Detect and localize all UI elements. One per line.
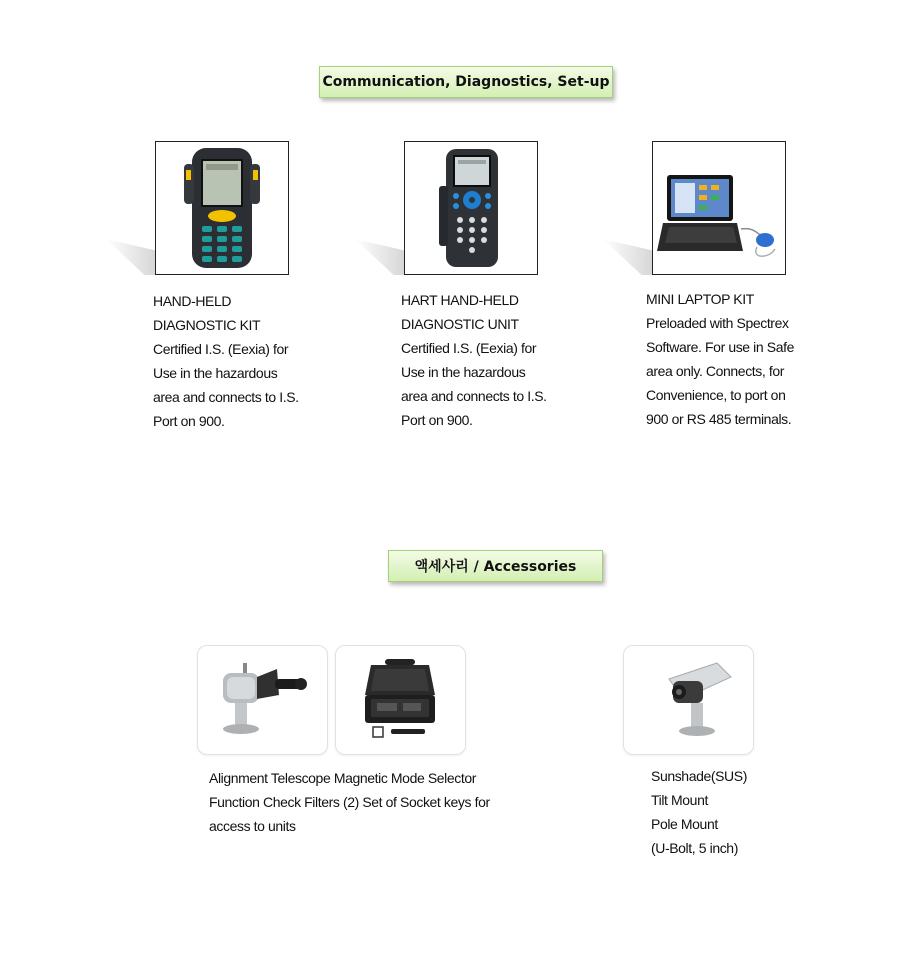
description-line: Port on 900. (153, 413, 225, 429)
description-line: Convenience, to port on (646, 387, 786, 403)
accessory-description-mounts (651, 764, 747, 860)
description-line: MINI LAPTOP KIT (646, 291, 754, 307)
description-line: area and connects to I.S. (153, 389, 299, 405)
accessory-description-alignment (209, 766, 490, 838)
description-line: area only. Connects, for (646, 363, 784, 379)
description-line: DIAGNOSTIC UNIT (401, 316, 519, 332)
product-description-handheld-kit (153, 289, 299, 433)
description-line: Alignment Telescope Magnetic Mode Selector (209, 770, 476, 786)
description-line: Use in the hazardous (153, 365, 278, 381)
accessory-image-sunshade-mount (623, 645, 754, 755)
description-line: Sunshade(SUS) (651, 768, 747, 784)
section-title: 액세사리 / Accessories (414, 559, 577, 575)
product-image-handheld-kit (155, 141, 289, 275)
description-line: Software. For use in Safe (646, 339, 794, 355)
accessory-image-carry-case (335, 645, 466, 755)
description-line: Function Check Filters (2) Set of Socket keys for (209, 794, 490, 810)
description-line: Certified I.S. (Eexia) for (401, 340, 537, 356)
description-line: HAND-HELD (153, 293, 232, 309)
description-line: 900 or RS 485 terminals. (646, 411, 792, 427)
description-line: HART HAND-HELD (401, 292, 519, 308)
description-line: area and connects to I.S. (401, 388, 547, 404)
description-line: Preloaded with Spectrex (646, 315, 789, 331)
description-line: DIAGNOSTIC KIT (153, 317, 261, 333)
section-banner-communication (319, 66, 613, 98)
accessory-image-alignment-telescope (197, 645, 328, 755)
product-image-mini-laptop (652, 141, 786, 275)
description-line: Tilt Mount (651, 792, 708, 808)
product-description-mini-laptop (646, 287, 794, 431)
description-line: Use in the hazardous (401, 364, 526, 380)
section-title: Communication, Diagnostics, Set-up (322, 74, 610, 90)
laptop-icon (657, 153, 781, 263)
description-line: access to units (209, 818, 296, 834)
handheld-device-icon (182, 146, 262, 271)
section-banner-accessories (388, 550, 603, 582)
description-line: Certified I.S. (Eexia) for (153, 341, 289, 357)
sunshade-mount-icon (639, 655, 739, 745)
product-description-hart-unit (401, 288, 547, 432)
carry-case-icon (351, 655, 451, 745)
description-line: Port on 900. (401, 412, 473, 428)
product-image-hart-unit (404, 141, 538, 275)
hart-communicator-icon (436, 146, 506, 271)
description-line: Pole Mount (651, 816, 718, 832)
description-line: (U-Bolt, 5 inch) (651, 840, 738, 856)
telescope-icon (213, 655, 313, 745)
